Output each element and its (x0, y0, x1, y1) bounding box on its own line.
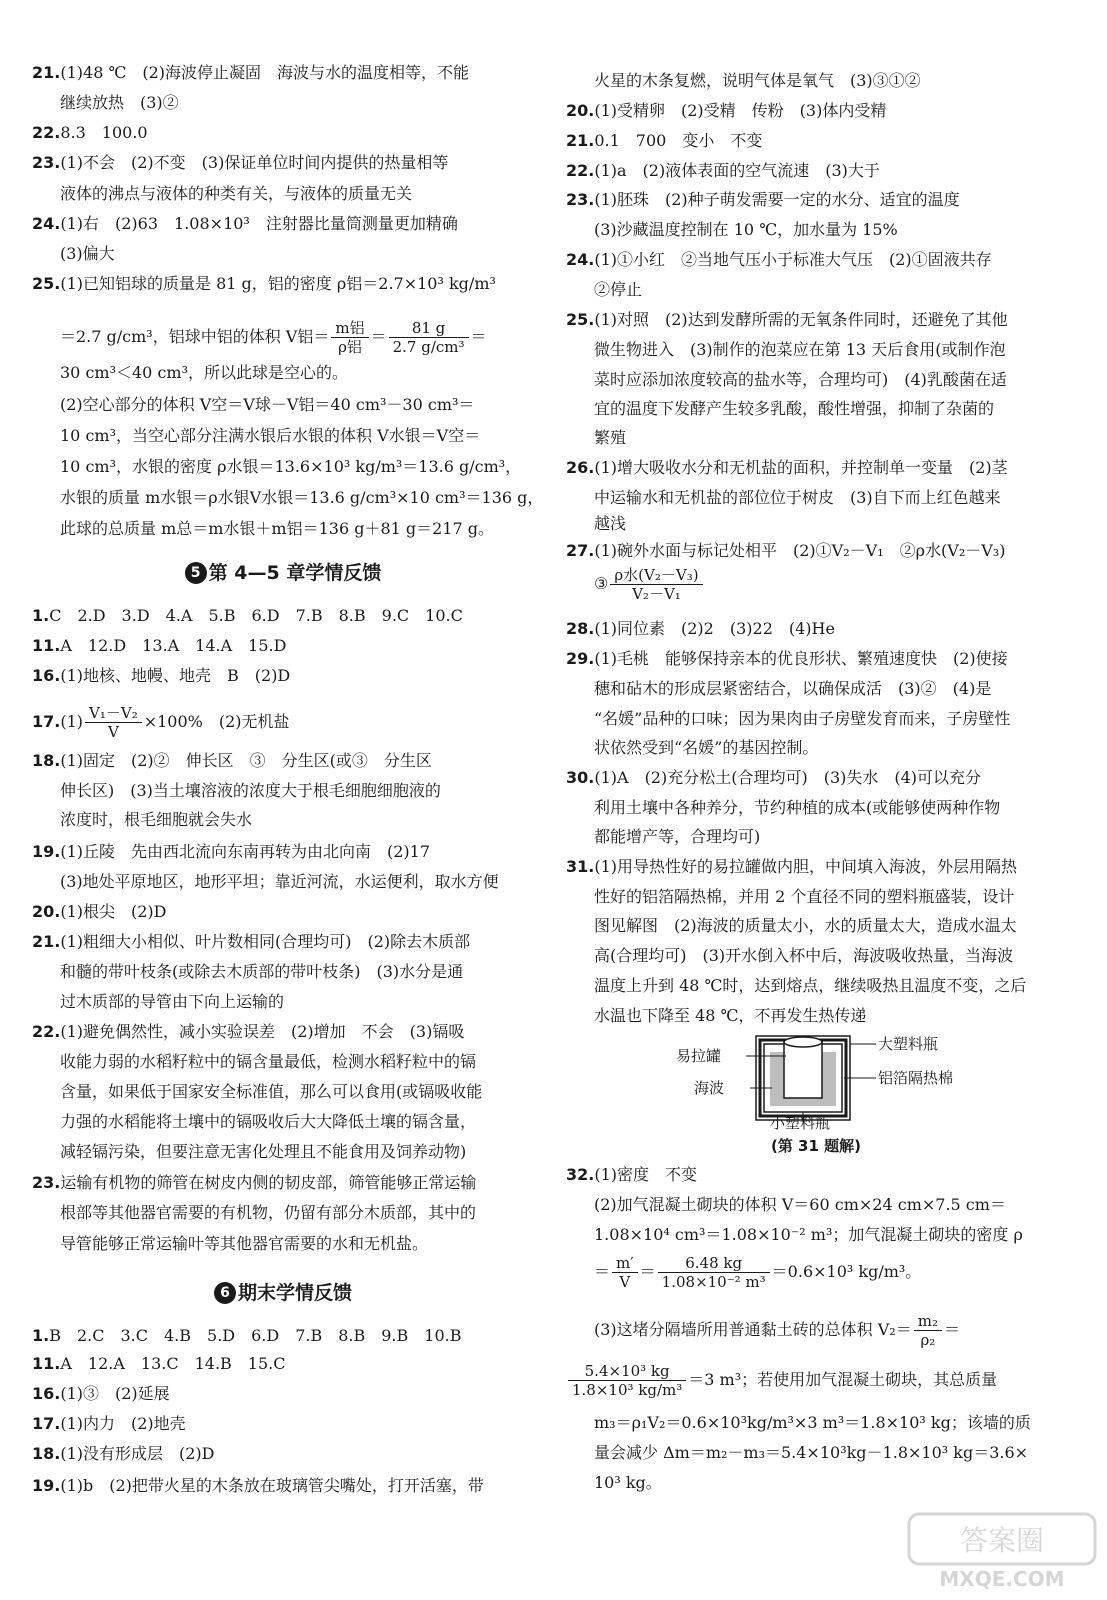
answer-text: 繁殖 (594, 428, 627, 447)
question-number: 18. (32, 751, 61, 770)
answer-line (32, 635, 286, 659)
answer-line (566, 160, 880, 184)
fraction (85, 704, 142, 741)
numerator: m₂ (914, 1312, 942, 1331)
answer-text: 力强的水稻能将土壤中的镉吸收后大大降低土壤的镉含量， (60, 1112, 477, 1131)
answer-line (60, 1111, 476, 1135)
answer-line (594, 945, 1013, 969)
fraction (612, 1254, 638, 1291)
svg-text:答案圈: 答案圈 (959, 1524, 1045, 1557)
answer-line (594, 1472, 662, 1496)
denominator: V₂－V₁ (632, 585, 681, 603)
answer-text: 菜时应添加浓度较高的盐水等，合理均可) (4)乳酸菌在适 (594, 370, 1007, 389)
answer-line (32, 665, 290, 689)
answer-text: 和髓的带叶枝条(或除去木质部的带叶枝条) (3)水分是通 (60, 962, 464, 981)
question-number: 23. (32, 1173, 61, 1192)
answer-line (594, 797, 1000, 821)
answer-text: (2)加气混凝土砌块的体积 V＝60 cm×24 cm×7.5 cm＝ (594, 1195, 1006, 1214)
watermark-logo (907, 1512, 1097, 1592)
answer-line (594, 826, 760, 850)
answer-text: 水温也下降至 48 ℃，不再发生热传递 (594, 1006, 867, 1025)
figure-caption: (第 31 题解) (770, 1137, 862, 1155)
answer-line (32, 1325, 461, 1349)
question-number: 30. (566, 768, 595, 787)
answer-text: 浓度时，根毛细胞就会失水 (60, 810, 253, 829)
answer-line (566, 618, 835, 642)
answer-text: (1)③ (2)延展 (60, 1384, 170, 1403)
answer-text: (1)根尖 (2)D (60, 902, 167, 921)
text: ＝ (470, 327, 487, 346)
answer-line (32, 1172, 476, 1196)
answer-text: 10³ kg。 (594, 1473, 662, 1492)
numerator: m铝 (331, 319, 368, 338)
answer-line (60, 425, 480, 449)
answer-line (594, 513, 626, 537)
answer-text: (3)沙藏温度控制在 10 ℃，加水量为 15% (594, 220, 898, 239)
answer-line (32, 700, 290, 744)
question-number: 25. (32, 274, 61, 293)
answer-text: 穗和砧木的形成层紧密结合，以确保成活 (3)② (4)是 (594, 679, 992, 698)
answer-text: (1)没有形成层 (2)D (60, 1444, 215, 1463)
answer-line (594, 339, 1005, 363)
answer-line (32, 841, 430, 865)
answer-text: 图见解图 (2)海波的质量太小，水的质量太大，造成水温太 (594, 916, 1017, 935)
answer-text: 伸长区) (3)当土壤溶液的浓度大于根毛细胞细胞液的 (60, 781, 441, 800)
answer-line (32, 62, 469, 86)
answer-text: 水银的质量 m水银＝ρ水银V水银＝13.6 g/cm³×10 cm³＝136 g， (60, 488, 544, 507)
answer-line (594, 487, 1001, 511)
question-number: 21. (32, 932, 61, 951)
question-number: 16. (32, 666, 61, 685)
answer-line (566, 1358, 997, 1402)
answer-text: 液体的沸点与液体的种类有关，与液体的质量无关 (60, 184, 413, 203)
answer-line (594, 369, 1007, 393)
denominator: V (107, 723, 119, 741)
answer-line (32, 1021, 464, 1045)
answer-text: (1)同位素 (2)2 (3)22 (4)He (594, 619, 835, 638)
answer-line (32, 901, 167, 925)
answer-text: 含量，如果低于国家安全标准值，那么可以食用(或镉吸收能 (60, 1082, 483, 1101)
answer-line (60, 456, 521, 480)
answer-line (594, 1005, 866, 1029)
question-number: 19. (32, 842, 61, 861)
answer-text: 利用土壤中各种养分，节约种植的成本(或能够使两种作物 (594, 798, 1001, 817)
answer-text: (1)粗细大小相似、叶片数相同(合理均可) (2)除去木质部 (60, 932, 471, 951)
answer-line (566, 130, 762, 154)
answer-line (60, 1051, 476, 1075)
answer-line (32, 605, 463, 629)
answer-text: (1)毛桃 能够保持亲本的优良形状、繁殖速度快 (2)使接 (594, 649, 1008, 668)
answer-line (566, 249, 992, 273)
answer-text: (1)a (2)液体表面的空气流速 (3)大于 (594, 161, 880, 180)
answer-text: (1)b (2)把带火星的木条放在玻璃管尖嘴处，打开活塞，带 (60, 1476, 484, 1495)
answer-line (32, 122, 148, 146)
answer-line (594, 219, 898, 243)
answer-line (60, 92, 179, 116)
answer-line (32, 1383, 170, 1407)
answer-line (60, 183, 412, 207)
question-number: 22. (566, 161, 595, 180)
answer-text: “名媛”品种的口味；因为果肉由子房壁发育而来，子房壁性 (594, 709, 1011, 728)
answer-text: 都能增产等，合理均可) (594, 827, 761, 846)
answer-line (566, 189, 960, 213)
section-title: 第 4—5 章学情反馈 (208, 562, 382, 584)
question-number: 19. (32, 1476, 61, 1495)
denominator: 2.7 g/cm³ (392, 338, 465, 356)
question-number: 28. (566, 619, 595, 638)
section-title: 期末学情反馈 (237, 1282, 352, 1304)
answer-line (566, 856, 1017, 880)
answer-line (594, 737, 818, 761)
answer-text: 过木质部的导管由下向上运输的 (60, 992, 285, 1011)
numerator: m′ (612, 1254, 638, 1273)
answer-text: 收能力弱的水稻籽粒中的镉含量最低，检测水稻籽粒中的镉 (60, 1052, 477, 1071)
numerator: 81 g (389, 319, 469, 338)
answer-line (594, 678, 991, 702)
text: ＝ (943, 1320, 960, 1339)
label-big-bottle: 大塑料瓶 (878, 1035, 939, 1053)
answer-text: m₃＝ρ₁V₂＝0.6×10³kg/m³×3 m³＝1.8×10³ kg；该墙的质 (594, 1413, 1031, 1432)
question-number: 32. (566, 1165, 595, 1184)
text: ＝3 m³；若使用加气混凝土砌块，其总质量 (688, 1370, 998, 1389)
answer-line (566, 648, 1008, 672)
answer-line (594, 1442, 1028, 1466)
question-number: 16. (32, 1384, 61, 1403)
denominator: ρ铝 (338, 338, 362, 356)
answer-line (32, 152, 448, 176)
answer-text: (3)偏大 (60, 244, 115, 263)
question-number: 22. (32, 1022, 61, 1041)
answer-line (60, 961, 463, 985)
answer-text: C 2.D 3.D 4.A 5.B 6.D 7.B 8.B 9.C 10.C (49, 606, 463, 625)
answer-text: (1)对照 (2)达到发酵所需的无氧条件同时，还避免了其他 (594, 310, 1008, 329)
answer-line (594, 562, 705, 606)
question-number: 31. (566, 857, 595, 876)
answer-line (60, 809, 252, 833)
answer-line (566, 540, 1005, 564)
numerator: V₁－V₂ (85, 704, 142, 723)
answer-text: 导管能够正常运输叶等其他器官需要的水和无机盐。 (60, 1234, 429, 1253)
question-number: 18. (32, 1444, 61, 1463)
answer-line (566, 1164, 697, 1188)
answer-text: 火星的木条复燃，说明气体是氧气 (3)③①② (594, 71, 921, 90)
can-top (784, 1037, 822, 1047)
label-small-bottle: 小塑料瓶 (770, 1114, 831, 1132)
answer-text: 根部等其他器官需要的有机物，仍留有部分木质部，其中的 (60, 1203, 477, 1222)
answer-text: (1)①小红 ②当地气压小于标准大气压 (2)①固液共存 (594, 250, 992, 269)
answer-line (60, 487, 543, 511)
answer-line (32, 273, 496, 297)
answer-text: (1)不会 (2)不变 (3)保证单位时间内提供的热量相等 (60, 153, 449, 172)
answer-line (60, 518, 494, 542)
question-number: 21. (32, 63, 61, 82)
question-number: 22. (32, 123, 61, 142)
answer-text: 量会减少 Δm＝m₂－m₃＝5.4×10³kg－1.8×10³ kg＝3.6× (594, 1443, 1029, 1462)
answer-line (32, 1475, 484, 1499)
can-body (784, 1042, 822, 1098)
answer-line (566, 457, 1008, 481)
answer-line (60, 780, 441, 804)
answer-text: ②停止 (594, 280, 643, 299)
answer-text: (2)空心部分的体积 V空＝V球－V铝＝40 cm³－30 cm³＝ (60, 395, 475, 414)
text: 30 cm³＜40 cm³，所以此球是空心的。 (60, 363, 348, 382)
answer-text: 1.08×10⁴ cm³＝1.08×10⁻² m³；加气混凝土砌块的密度 ρ (594, 1225, 1023, 1244)
question-number: 11. (32, 1354, 61, 1373)
answer-text: (1)丘陵 先由西北流向东南再转为由北向南 (2)17 (60, 842, 431, 861)
answer-line (594, 708, 1010, 732)
answer-text: 宜的温度下发酵产生较多乳酸，酸性增强，抑制了杂菌的 (594, 399, 995, 418)
answer-line (594, 398, 994, 422)
answer-text: 运输有机物的筛管在树皮内侧的韧皮部，筛管能够正常运输 (60, 1173, 477, 1192)
answer-line (60, 871, 499, 895)
answer-line (60, 243, 115, 267)
answer-line (594, 427, 626, 451)
answer-line (32, 750, 432, 774)
answer-line (594, 70, 921, 94)
answer-text: (1)增大吸收水分和无机盐的面积，并控制单一变量 (2)茎 (594, 458, 1008, 477)
question-number: 11. (32, 636, 61, 655)
answer-text: (1)已知铝球的质量是 81 g，铝的密度 ρ铝＝2.7×10³ kg/m³ (60, 274, 496, 293)
fraction (568, 1362, 686, 1399)
answer-text: (1)受精卵 (2)受精 传粉 (3)体内受精 (594, 101, 887, 120)
answer-line (594, 886, 1014, 910)
answer-text: 状依然受到“名媛”的基因控制。 (594, 738, 819, 757)
fraction (389, 319, 469, 356)
answer-text: 高(合理均可) (3)开水倒入杯中后，海波吸收热量，当海波 (594, 946, 1014, 965)
denominator: ρ₂ (920, 1331, 936, 1349)
answer-line (594, 1308, 960, 1352)
denominator: 1.08×10⁻² m³ (661, 1273, 766, 1291)
answer-line (594, 975, 1026, 999)
answer-line (60, 1141, 466, 1165)
answer-line (594, 915, 1017, 939)
answer-text: 温度上升到 48 ℃时，达到熔点，继续吸热且温度不变，之后 (594, 976, 1027, 995)
answer-line (32, 1353, 285, 1377)
numerator: 6.48 kg (658, 1254, 770, 1273)
question-number: 21. (566, 131, 595, 150)
answer-text: 此球的总质量 m总＝m水银＋m铝＝136 g＋81 g＝217 g。 (60, 519, 495, 538)
answer-line (566, 767, 981, 791)
answer-text: A 12.A 13.C 14.B 15.C (60, 1354, 286, 1373)
text: ＝2.7 g/cm³，铝球中铝的体积 V铝＝ (60, 327, 330, 346)
answer-line (594, 1224, 1023, 1248)
label-can: 易拉罐 (676, 1047, 722, 1065)
answer-line (60, 315, 487, 359)
answer-line (594, 1194, 1006, 1218)
answer-text: 0.1 700 变小 不变 (594, 131, 763, 150)
answer-text: (1)密度 不变 (594, 1165, 698, 1184)
text: ＝ (370, 327, 387, 346)
answer-line (594, 279, 642, 303)
answer-text: (1)固定 (2)② 伸长区 ③ 分生区(或③ 分生区 (60, 751, 432, 770)
figure-q31 (666, 1030, 966, 1155)
answer-text: (1)碗外水面与标记处相平 (2)①V₂－V₁ ②ρ水(V₂－V₃) (594, 541, 1006, 560)
numerator: 5.4×10³ kg (568, 1362, 686, 1381)
question-number: 1. (32, 1326, 50, 1345)
answer-text: (1)48 ℃ (2)海波停止凝固 海波与水的温度相等，不能 (60, 63, 470, 82)
svg-text:MXQE.COM: MXQE.COM (939, 1567, 1065, 1591)
answer-line (60, 1081, 482, 1105)
answer-text: (1)右 (2)63 1.08×10³ 注射器比量筒测量更加精确 (60, 214, 458, 233)
question-number: 24. (32, 214, 61, 233)
section-heading (32, 1280, 534, 1306)
answer-line (566, 100, 886, 124)
question-number: 26. (566, 458, 595, 477)
text: ＝ (639, 1262, 656, 1281)
section-heading (32, 560, 534, 586)
answer-line (60, 991, 284, 1015)
denominator: 1.8×10³ kg/m³ (572, 1381, 683, 1399)
section-number-badge: 5 (185, 562, 207, 584)
answer-line (594, 1412, 1031, 1436)
answer-text: (1)A (2)充分松土(合理均可) (3)失水 (4)可以充分 (594, 768, 982, 787)
text: ③ (594, 574, 609, 593)
answer-line (594, 1250, 921, 1294)
answer-line (60, 394, 474, 418)
answer-line (32, 1443, 215, 1467)
answer-line (60, 1202, 476, 1226)
answer-line (60, 362, 348, 386)
text: ＝0.6×10³ kg/m³。 (771, 1262, 922, 1281)
answer-text: 越浅 (594, 514, 627, 533)
fraction (331, 319, 368, 356)
label-foil: 铝箔隔热棉 (878, 1069, 954, 1087)
answer-text: (1)地核、地幔、地壳 B (2)D (60, 666, 291, 685)
question-number: 20. (32, 902, 61, 921)
numerator: ρ水(V₂－V₃) (610, 566, 702, 585)
question-number: 17. (32, 1414, 61, 1433)
answer-text: 10 cm³，当空心部分注满水银后水银的体积 V水银＝V空＝ (60, 426, 481, 445)
answer-text: 中运输水和无机盐的部位位于树皮 (3)自下而上红色越来 (594, 488, 1001, 507)
question-number: 23. (32, 153, 61, 172)
answer-text: 8.3 100.0 (60, 123, 148, 142)
question-number: 24. (566, 250, 595, 269)
question-number: 1. (32, 606, 50, 625)
answer-text: B 2.C 3.C 4.B 5.D 6.D 7.B 8.B 9.B 10.B (49, 1326, 462, 1345)
fraction (658, 1254, 770, 1291)
question-number: 27. (566, 541, 595, 560)
answer-line (566, 309, 1008, 333)
answer-text: 微生物进入 (3)制作的泡菜应在第 13 天后食用(或制作泡 (594, 340, 1006, 359)
fraction (914, 1312, 942, 1349)
answer-text: 性好的铝箔隔热棉，并用 2 个直径不同的塑料瓶盛装，设计 (594, 887, 1015, 906)
answer-text: 继续放热 (3)② (60, 93, 179, 112)
answer-text: A 12.D 13.A 14.A 15.D (60, 636, 287, 655)
text: ＝ (594, 1262, 611, 1281)
question-number: 25. (566, 310, 595, 329)
question-number: 20. (566, 101, 595, 120)
answer-line (32, 931, 470, 955)
text: (3)这堵分隔墙所用普通黏土砖的总体积 V₂＝ (594, 1320, 912, 1339)
answer-text: 10 cm³，水银的密度 ρ水银＝13.6×10³ kg/m³＝13.6 g/cm³， (60, 457, 522, 476)
denominator: V (619, 1273, 631, 1291)
text: (1) (60, 712, 84, 731)
answer-text: (1)胚珠 (2)种子萌发需要一定的水分、适宜的温度 (594, 190, 960, 209)
answer-text: 减轻镉污染，但要注意无害化处理且不能食用及饲养动物) (60, 1142, 467, 1161)
question-number: 29. (566, 649, 595, 668)
question-number: 23. (566, 190, 595, 209)
answer-line (32, 1413, 186, 1437)
label-hypo: 海波 (694, 1079, 725, 1097)
answer-text: (3)地处平原地区，地形平坦；靠近河流，水运便利，取水方便 (60, 872, 499, 891)
fraction (610, 566, 702, 603)
section-number-badge: 6 (214, 1282, 236, 1304)
answer-line (32, 213, 458, 237)
question-number: 17. (32, 712, 61, 731)
answer-text: (1)用导热性好的易拉罐做内胆，中间填入海波，外层用隔热 (594, 857, 1018, 876)
answer-text: (1)避免偶然性，减小实验误差 (2)增加 不会 (3)镉吸 (60, 1022, 465, 1041)
text: ×100% (2)无机盐 (143, 712, 290, 731)
answer-line (60, 1233, 428, 1257)
answer-text: (1)内力 (2)地壳 (60, 1414, 186, 1433)
